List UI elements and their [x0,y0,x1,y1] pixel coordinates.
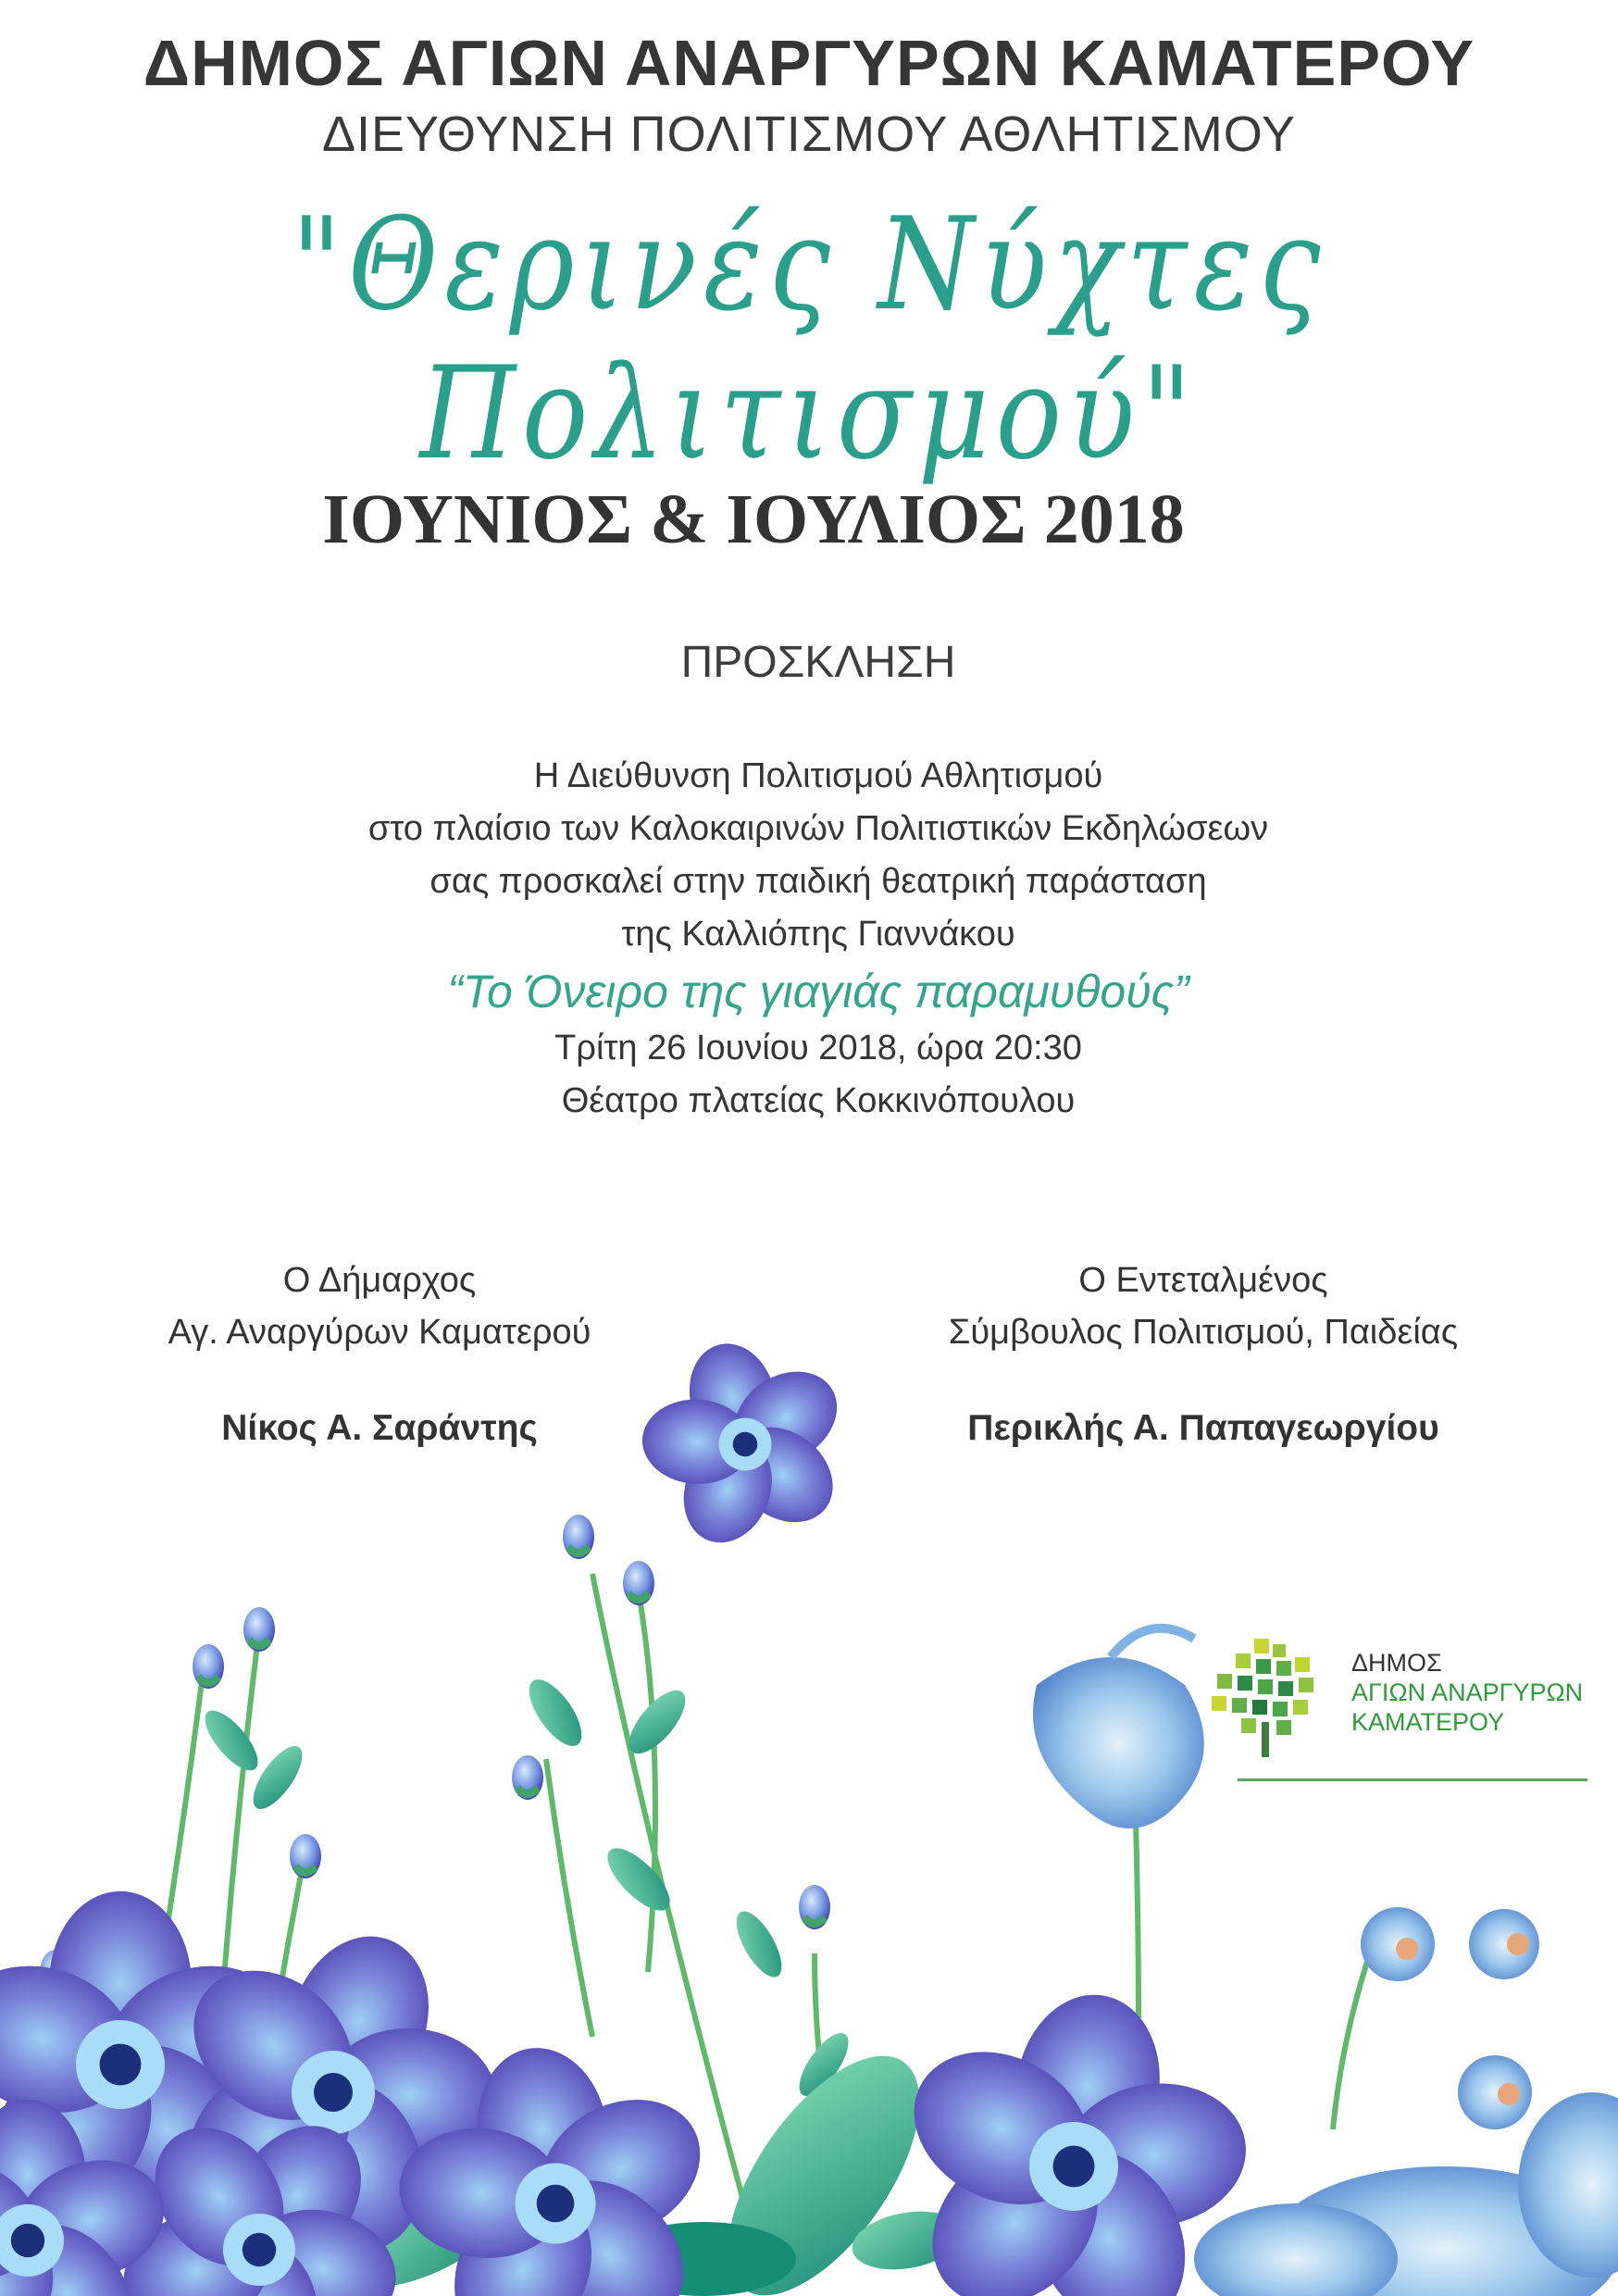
flower-icon [612,1316,880,1578]
signature-role: Σύμβουλος Πολιτισμού, Παιδείας [948,1313,1459,1352]
tulip-flower [1033,1628,1204,1828]
invitation-label: ΠΡΟΣΚΛΗΣΗ [680,638,956,687]
signature-name: Νίκος Α. Σαράντης [221,1408,538,1448]
play-title: “Το Όνειρο της γιαγιάς παραμυθούς” [447,966,1189,1017]
event-series-dates: ΙΟΥΝΙΟΣ & ΙΟΥΛΙΟΣ 2018 [322,480,1185,558]
signature-name: Περικλής Α. Παπαγεωργίου [967,1408,1439,1448]
berry-cluster [1361,1907,1539,2129]
logo-line: ΑΓΙΩΝ ΑΝΑΡΓΥΡΩΝ [1351,1678,1584,1706]
logo-line: ΔΗΜΟΣ [1351,1649,1442,1677]
logo-text [1351,1648,1583,1737]
municipality-heading: ΔΗΜΟΣ ΑΓΙΩΝ ΑΝΑΡΓΥΡΩΝ ΚΑΜΑΤΕΡΟΥ [143,27,1475,99]
invitation-line: Η Διεύθυνση Πολιτισμού Αθλητισμού [533,756,1103,795]
logo-underline [1238,1778,1587,1781]
event-series-title: "Θερινές Νύχτες Πολιτισμού" [291,190,1327,488]
event-datetime: Τρίτη 26 Ιουνίου 2018, ώρα 20:30 [554,1029,1082,1067]
tree-mosaic-icon [1208,1639,1328,1759]
department-heading: ΔΙΕΥΘΥΝΣΗ ΠΟΛΙΤΙΣΜΟΥ ΑΘΛΗΤΙΣΜΟΥ [321,106,1297,162]
logo-line: ΚΑΜΑΤΕΡΟΥ [1351,1708,1505,1736]
municipality-logo [1208,1639,1587,1787]
invitation-line: σας προσκαλεί στην παιδική θεατρική παράσταση [429,862,1207,901]
signature-role: Ο Δήμαρχος [282,1261,477,1300]
event-venue: Θέατρο πλατείας Κοκκινόπουλου [561,1081,1076,1120]
invitation-line: της Καλλιόπης Γιαννάκου [621,915,1015,954]
signature-role: Ο Εντεταλμένος [1078,1261,1328,1300]
signature-role: Αγ. Αναργύρων Καματερού [168,1313,591,1352]
invitation-line: στο πλαίσιο των Καλοκαιρινών Πολιτιστικών Εκδηλώσεων [367,809,1269,848]
